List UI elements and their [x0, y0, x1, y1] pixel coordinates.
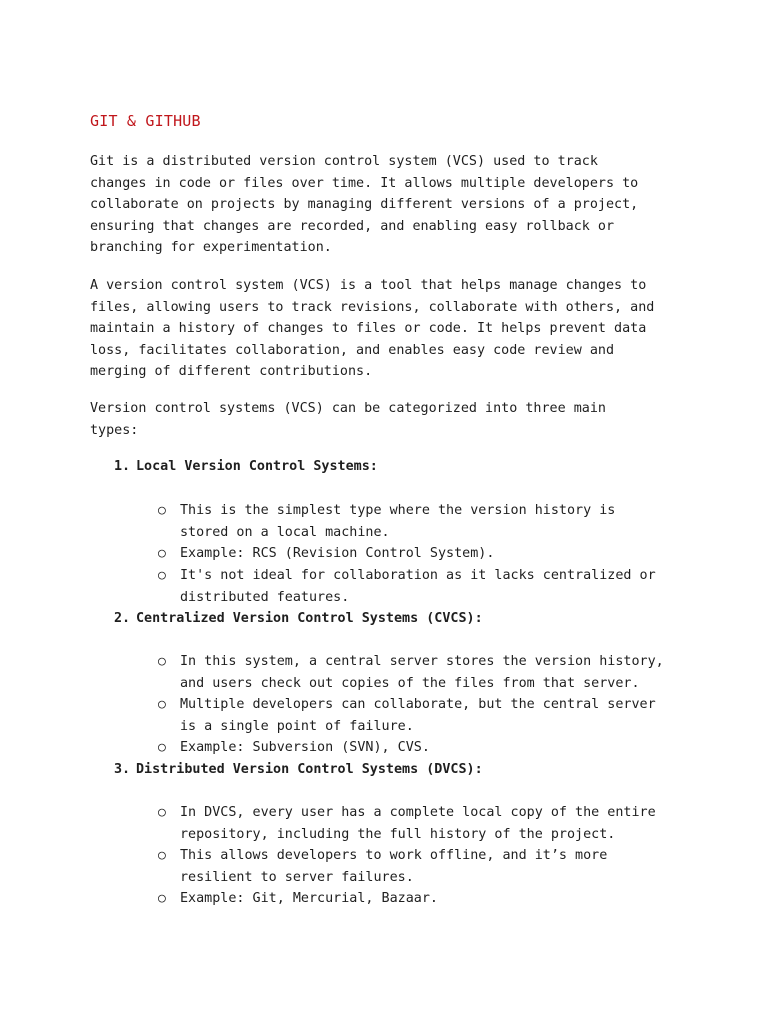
bullet-marker: ○: [158, 805, 166, 820]
paragraph-line: Git is a distributed version control system (VCS) used to track: [90, 154, 598, 169]
paragraph-vcs-types-intro: [90, 398, 690, 441]
bullet-line: repository, including the full history of the project.: [180, 826, 616, 842]
paragraph-line: maintain a history of changes to files or code. It helps prevent data: [90, 321, 647, 336]
bullet-line: In DVCS, every user has a complete local copy of the entire: [180, 805, 656, 820]
paragraph-line: A version control system (VCS) is a tool that helps manage changes to: [90, 278, 647, 293]
paragraph-line: Version control systems (VCS) can be categorized into three main: [90, 401, 606, 416]
list-heading: Distributed Version Control Systems (DVCS):: [136, 762, 483, 777]
list-number: 3.: [114, 762, 131, 777]
paragraph-line: merging of different contributions.: [90, 364, 373, 379]
bullet-line: resilient to server failures.: [180, 869, 414, 885]
bullet-marker: ○: [158, 848, 166, 863]
list-item-local-vcs: [114, 456, 378, 478]
paragraph-line: loss, facilitates collaboration, and enables easy code review and: [90, 342, 615, 358]
bullet-line: Multiple developers can collaborate, but the central server: [180, 697, 656, 712]
paragraph-line: branching for experimentation.: [90, 240, 332, 255]
list-heading: Local Version Control Systems:: [136, 459, 378, 474]
bullet-line: This allows developers to work offline, and it’s more: [180, 848, 608, 863]
bullet-line: stored on a local machine.: [180, 524, 390, 540]
bullet-line: Example: Subversion (SVN), CVS.: [180, 740, 430, 755]
bullet-line: is a single point of failure.: [180, 718, 414, 734]
list-heading: Centralized Version Control Systems (CVCS):: [136, 611, 483, 626]
bullet-marker: ○: [158, 503, 166, 518]
bullet-line: It's not ideal for collaboration as it lacks centralized or: [180, 568, 656, 583]
bullet-line: This is the simplest type where the version history is: [180, 503, 616, 518]
bullet-marker: ○: [158, 568, 166, 583]
list-item-centralized-vcs: [114, 608, 483, 630]
list-number: 1.: [114, 459, 131, 474]
paragraph-git-intro: [90, 151, 690, 259]
bullet-marker: ○: [158, 546, 166, 561]
document-title: GIT & GITHUB: [90, 112, 201, 130]
bullet-marker: ○: [158, 654, 166, 669]
paragraph-line: collaborate on projects by managing different versions of a project,: [90, 197, 639, 212]
paragraph-vcs-definition: [90, 275, 690, 383]
bullet-marker: ○: [158, 891, 166, 906]
bullet-line: distributed features.: [180, 589, 350, 605]
list-number: 2.: [114, 611, 131, 626]
paragraph-line: files, allowing users to track revisions, collaborate with others, and: [90, 299, 655, 315]
list-item-distributed-vcs: [114, 759, 483, 781]
bullet-line: In this system, a central server stores the version history,: [180, 654, 664, 669]
paragraph-line: ensuring that changes are recorded, and enabling easy rollback or: [90, 218, 615, 234]
paragraph-line: changes in code or files over time. It allows multiple developers to: [90, 175, 639, 191]
bullet-line: Example: Git, Mercurial, Bazaar.: [180, 891, 438, 906]
bullet-line: Example: RCS (Revision Control System).: [180, 546, 495, 561]
paragraph-line: types:: [90, 422, 139, 438]
bullet-marker: ○: [158, 740, 166, 755]
bullet-marker: ○: [158, 697, 166, 712]
bullet-line: and users check out copies of the files from that server.: [180, 675, 640, 691]
